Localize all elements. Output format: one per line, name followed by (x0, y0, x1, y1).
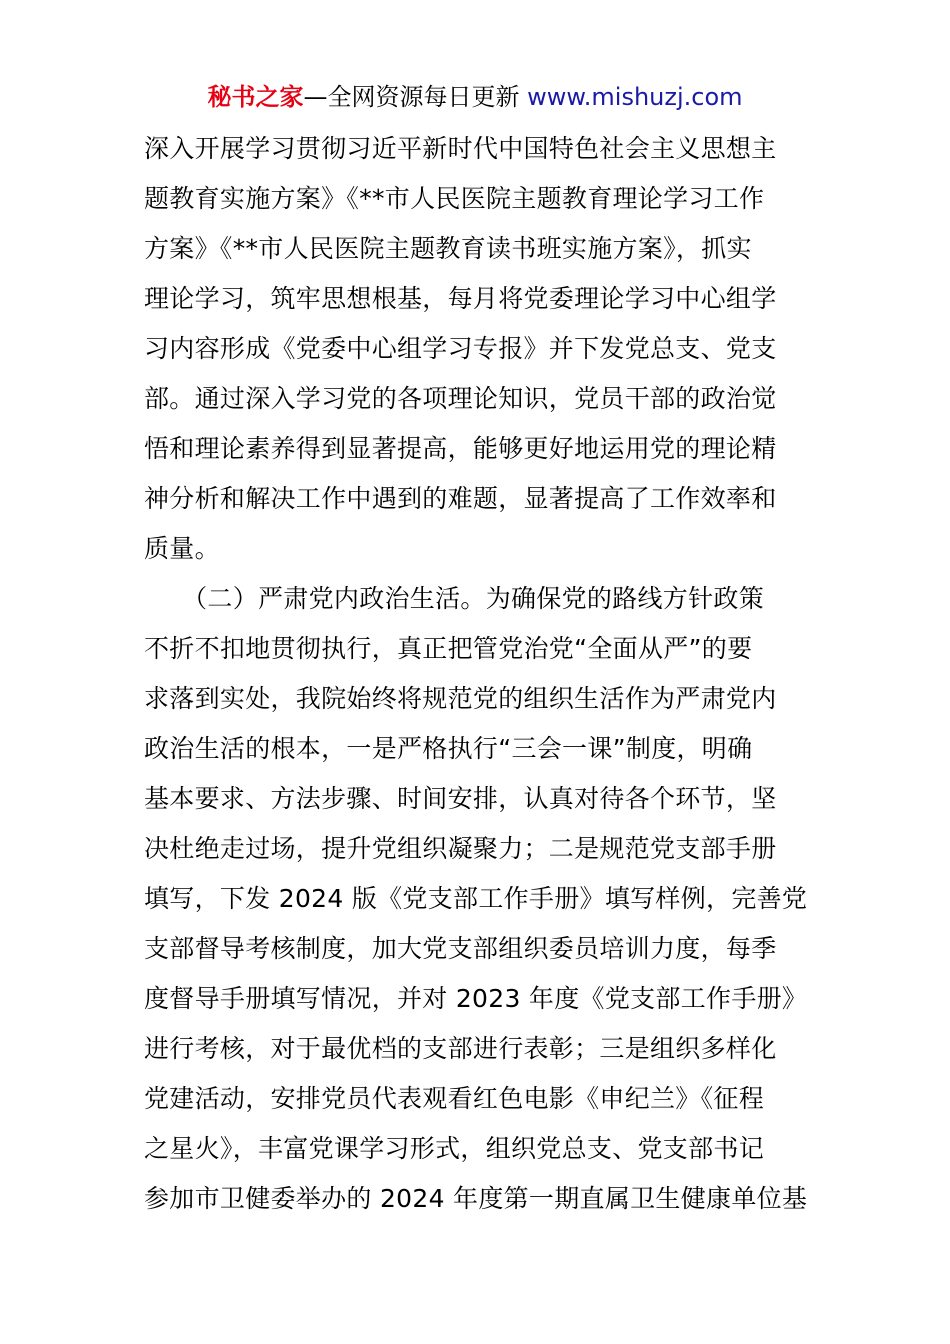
site-tagline: —全网资源每日更新 (303, 83, 528, 111)
site-brand: 秘书之家 (207, 83, 304, 111)
text-line: 题教育实施方案》《**市人民医院主题教育理论学习工作 (144, 184, 765, 213)
site-url[interactable]: www.mishuzj.com (527, 83, 743, 111)
text-line: 深入开展学习贯彻习近平新时代中国特色社会主义思想主 (144, 134, 777, 163)
text-line: 质量。 (144, 534, 220, 563)
text-line: 政治生活的根本，一是严格执行“三会一课”制度，明确 (144, 734, 753, 763)
text-line: 决杜绝走过场，提升党组织凝聚力；二是规范党支部手册 (144, 834, 777, 863)
text-line: 进行考核，对于最优档的支部进行表彰；三是组织多样化 (144, 1034, 777, 1063)
text-line: 部。通过深入学习党的各项理论知识，党员干部的政治觉 (144, 384, 777, 413)
text-line: 神分析和解决工作中遇到的难题，显著提高了工作效率和 (144, 484, 777, 513)
text-line: 不折不扣地贯彻执行，真正把管党治党“全面从严”的要 (144, 634, 753, 663)
text-line: 支部督导考核制度，加大党支部组织委员培训力度，每季 (144, 934, 777, 963)
text-line: 悟和理论素养得到显著提高，能够更好地运用党的理论精 (144, 434, 777, 463)
text-line: 求落到实处，我院始终将规范党的组织生活作为严肃党内 (144, 684, 777, 713)
text-line: 之星火》，丰富党课学习形式，组织党总支、党支部书记 (144, 1134, 765, 1163)
site-header (0, 80, 950, 114)
text-line: 习内容形成《党委中心组学习专报》并下发党总支、党支 (144, 334, 777, 363)
document-body (144, 124, 808, 1224)
text-line: 理论学习，筑牢思想根基，每月将党委理论学习中心组学 (144, 284, 777, 313)
text-line: 方案》《**市人民医院主题教育读书班实施方案》，抓实 (144, 234, 752, 263)
text-line: 填写，下发 2024 版《党支部工作手册》填写样例，完善党 (144, 884, 808, 913)
text-line: （二）严肃党内政治生活。为确保党的路线方针政策 (144, 584, 765, 613)
text-line: 参加市卫健委举办的 2024 年度第一期直属卫生健康单位基 (144, 1184, 808, 1213)
text-line: 党建活动，安排党员代表观看红色电影《申纪兰》《征程 (144, 1084, 765, 1113)
text-line: 基本要求、方法步骤、时间安排，认真对待各个环节，坚 (144, 784, 777, 813)
text-line: 度督导手册填写情况，并对 2023 年度《党支部工作手册》 (144, 984, 808, 1013)
